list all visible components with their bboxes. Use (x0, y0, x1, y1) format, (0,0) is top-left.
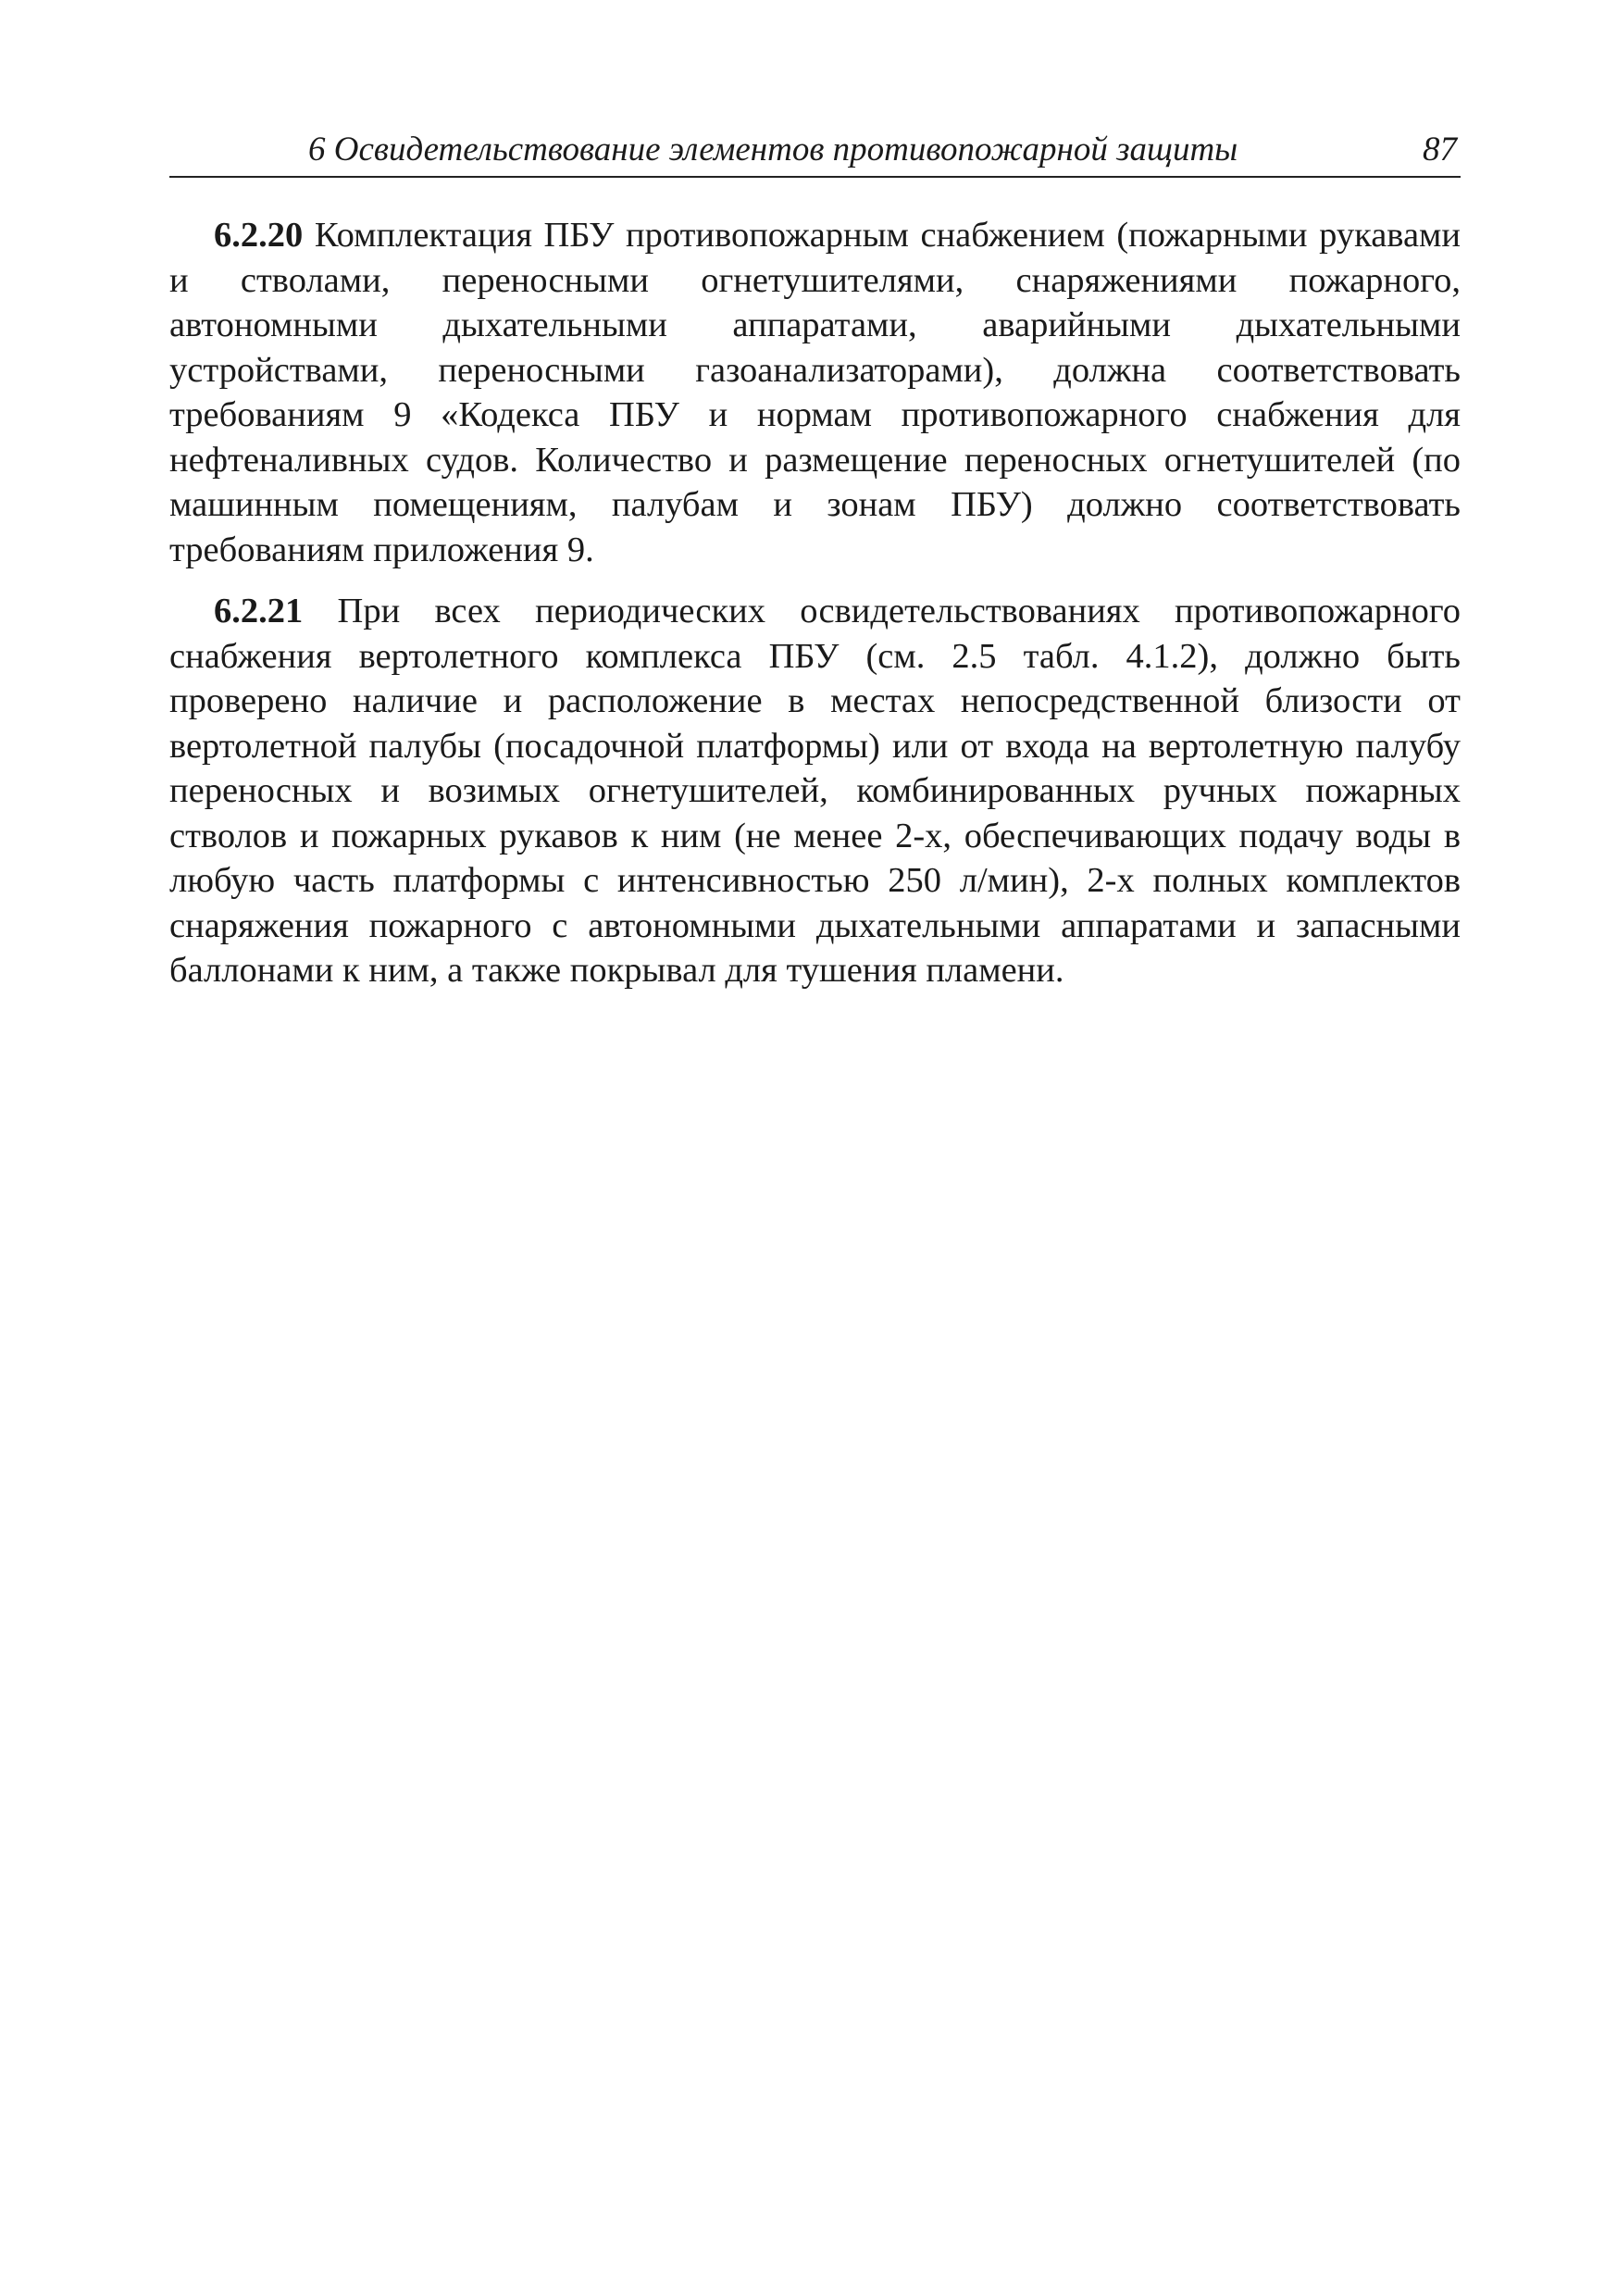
document-page (169, 130, 1461, 993)
clause-text: Комплектация ПБУ противопожарным снабжением (пожарными рукавами и стволами, переносными огнетушителями, снаряжениями пожарного, автономными дыхательными аппаратами, аварийными дыхательными устройствами, переносными газоанализаторами), должна соответствовать требованиям 9 «Кодекса ПБУ и нормам противопожарного снабжения для нефтеналивных судов. Количество и размещение переносных огнетушителей (по машинным помещениям, палубам и зонам ПБУ) должно соответствовать требованиям приложения 9. (169, 216, 1462, 569)
paragraph-6-2-20 (169, 213, 1461, 572)
section-title: 6 Освидетельствование элементов противопожарной защиты (308, 131, 1238, 168)
clause-number: 6.2.20 (214, 216, 304, 255)
page-number: 87 (1423, 131, 1457, 168)
paragraph-6-2-21 (169, 589, 1461, 993)
clause-number: 6.2.21 (214, 592, 304, 630)
clause-text: При всех периодических освидетельствованиях противопожарного снабжения вертолетного комплекса ПБУ (см. 2.5 табл. 4.1.2), должно быть проверено наличие и расположение в местах непосредственной близости от вертолетной палубы (посадочной платформы) или от входа на вертолетную палубу переносных и возимых огнетушителей, комбинированных ручных пожарных стволов и пожарных рукавов к ним (не менее 2-х, обеспечивающих подачу воды в любую часть платформы с интенсивностью 250 л/мин), 2-х полных комплектов снаряжения пожарного с автономными дыхательными аппаратами и запасными баллонами к ним, а также покрывал для тушения пламени. (169, 592, 1461, 990)
running-header (169, 130, 1461, 178)
